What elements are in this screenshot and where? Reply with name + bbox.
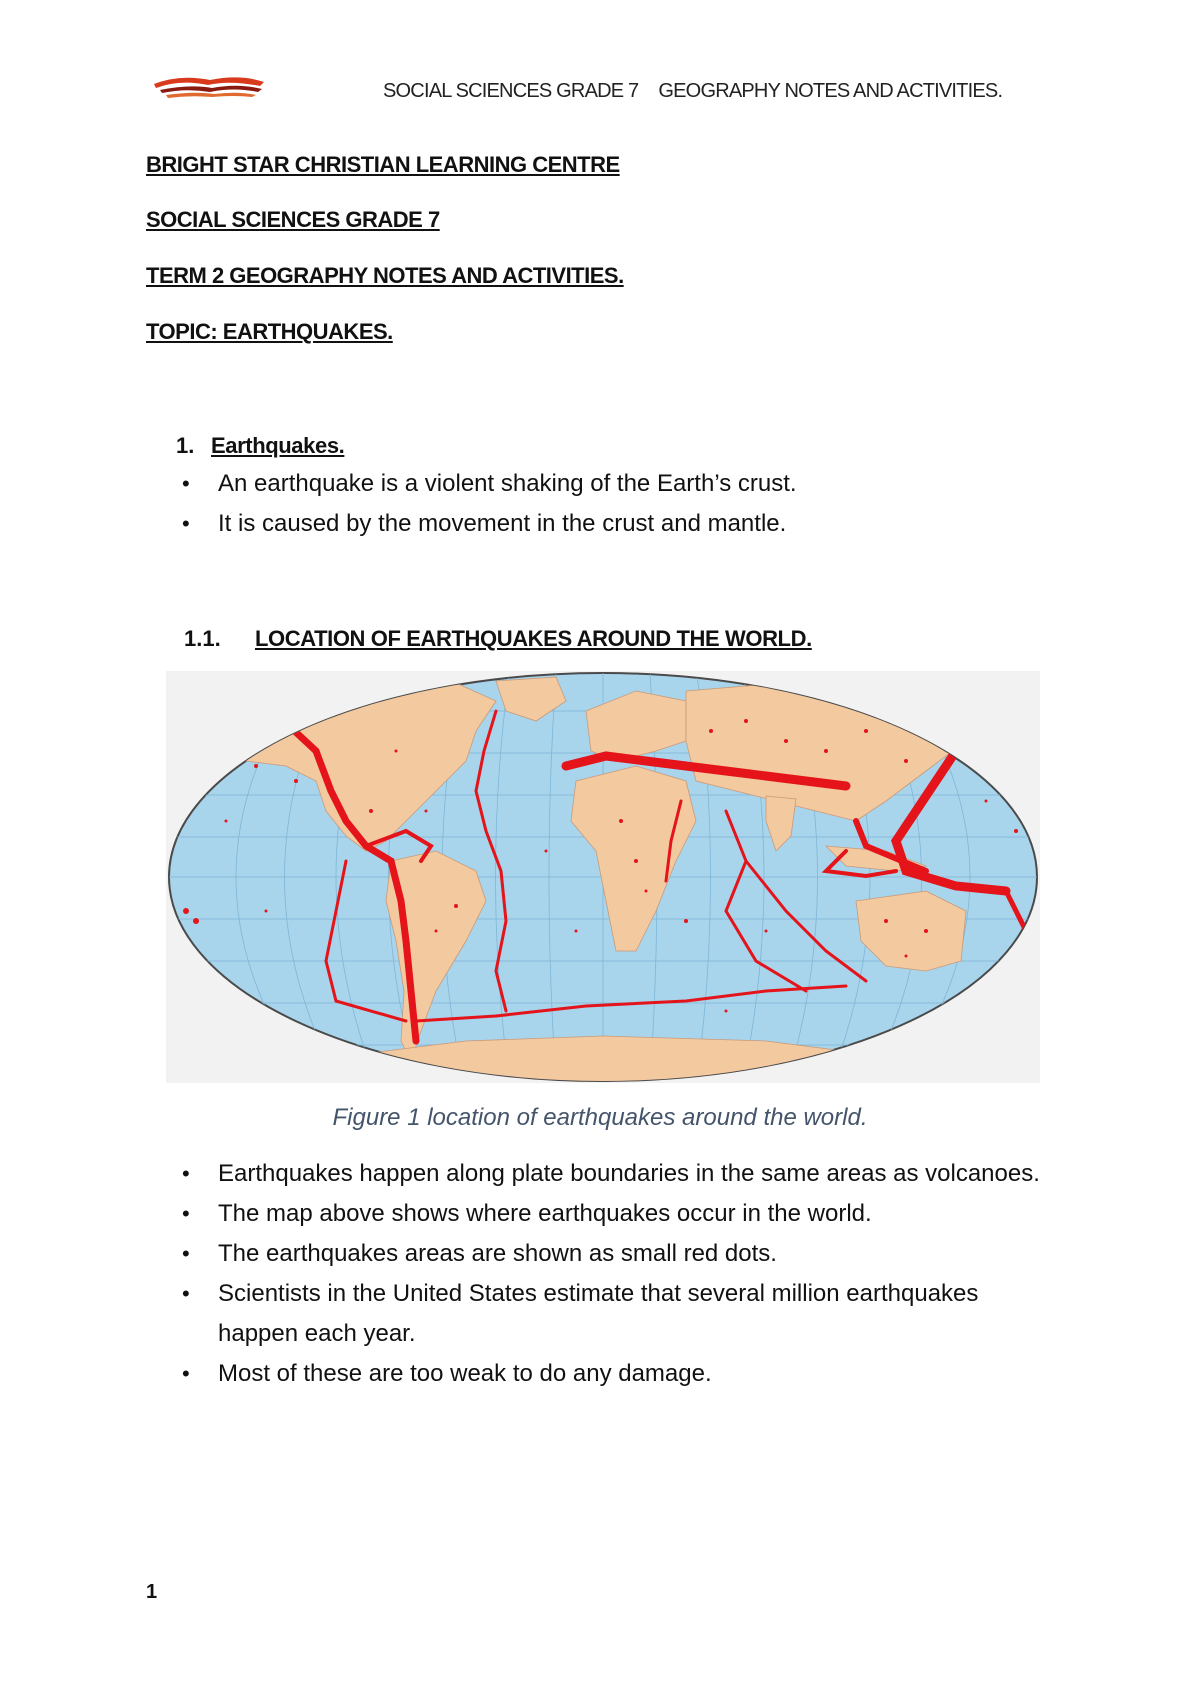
list-item: • Earthquakes happen along plate boundaries in the same areas as volcanoes. [182,1154,1062,1194]
school-name: BRIGHT STAR CHRISTIAN LEARNING CENTRE [146,152,620,177]
list-item: • The map above shows where earthquakes occur in the world. [182,1194,1062,1234]
page-number: 1 [146,1581,158,1603]
header-subject: SOCIAL SCIENCES GRADE 7 [383,80,639,102]
section-1-1-heading: LOCATION OF EARTHQUAKES AROUND THE WORLD. [255,626,812,651]
figure-caption: Figure 1 location of earthquakes around the world. [332,1104,868,1131]
list-item: • An earthquake is a violent shaking of the Earth’s crust. [182,464,1062,504]
list-item: • It is caused by the movement in the crust and mantle. [182,504,1062,544]
earthquake-world-map [166,671,1040,1083]
list-item: • Most of these are too weak to do any damage. [182,1354,1062,1394]
header-notes: GEOGRAPHY NOTES AND ACTIVITIES. [658,80,1003,102]
term-title: TERM 2 GEOGRAPHY NOTES AND ACTIVITIES. [146,263,624,288]
section-1-1-number: 1.1. [184,626,221,651]
page-header [383,80,1002,103]
section-1-heading: Earthquakes. [211,433,345,458]
school-logo [150,72,268,102]
subject-title: SOCIAL SCIENCES GRADE 7 [146,207,440,232]
list-item: • The earthquakes areas are shown as small red dots. [182,1234,1062,1274]
topic-title: TOPIC: EARTHQUAKES. [146,319,393,344]
list-item: • Scientists in the United States estimate that several million earthquakes happen each year. [182,1274,1062,1354]
section-1-1-bullets [182,1154,1062,1394]
section-1-bullets [182,464,1062,544]
section-1-number: 1. [176,433,195,458]
